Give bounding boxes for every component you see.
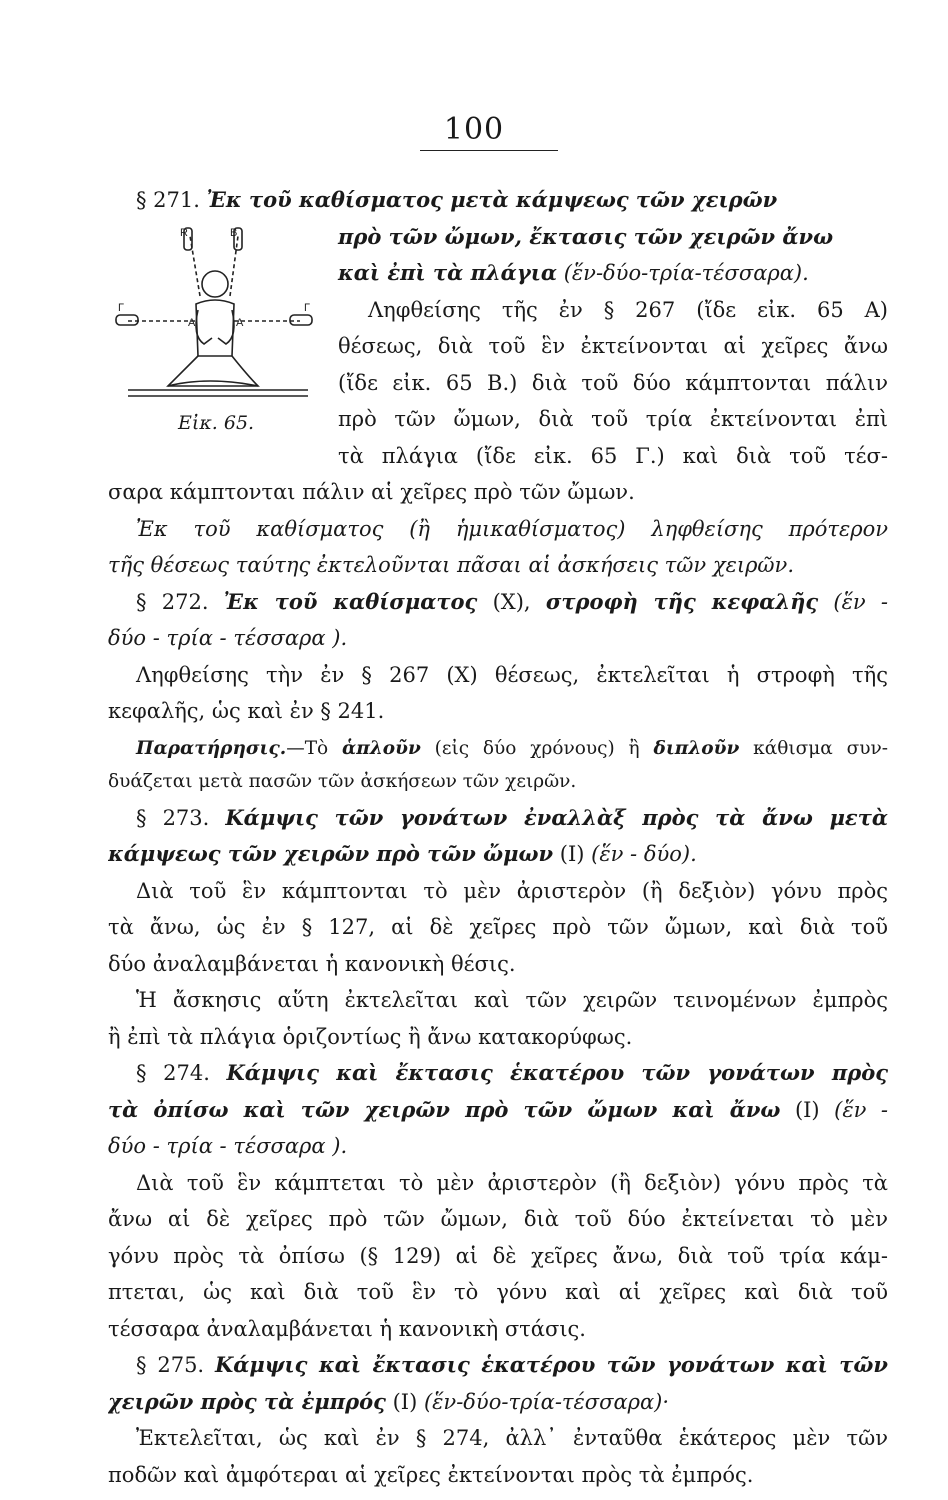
sec274-p3: γόνυ πρὸς τὰ ὀπίσω (§ 129) αἱ δὲ χεῖρες ἄνω, διὰ τοῦ τρία κάμ-	[108, 1243, 888, 1268]
svg-text:B: B	[230, 227, 238, 239]
note-line1	[108, 732, 888, 765]
sec275-roman: (Ι)	[392, 1389, 418, 1414]
figure-caption: Εἰκ. 65.	[178, 412, 255, 434]
note-text1b: (εἰς δύο χρόνους) ἢ	[434, 737, 640, 759]
sec275-title1: Κάμψις καὶ ἔκτασις ἑκατέρου τῶν γονάτων καὶ τῶν	[214, 1352, 888, 1377]
sec272-number: § 272.	[136, 589, 209, 614]
sec274-title-line2	[108, 1092, 888, 1129]
svg-text:Γ: Γ	[118, 302, 125, 314]
sec275-title-line1	[108, 1347, 888, 1384]
sec272-title-a: Ἐκ τοῦ καθίσματος	[223, 588, 478, 614]
page-body	[108, 182, 888, 1493]
sec271-title-line2	[108, 219, 888, 256]
sec275-p1: Ἐκτελεῖται, ὡς καὶ ἐν § 274, ἀλλ᾽ ἐνταῦθα ἑκάτερος μὲν τῶν	[136, 1426, 888, 1450]
sec271-p3: (ἴδε εἰκ. 65 Β.) διὰ τοῦ δύο κάμπτονται πάλιν	[338, 370, 888, 395]
sec271-title3: καὶ ἐπὶ τὰ πλάγια	[338, 260, 558, 285]
sec274-p4: πτεται, ὡς καὶ διὰ τοῦ ἓν τὸ γόνυ καὶ αἱ χεῖρες καὶ διὰ τοῦ	[108, 1280, 888, 1304]
sec274-count1: (ἕν -	[834, 1097, 888, 1122]
header-rule	[420, 150, 558, 151]
note-word-double: διπλοῦν	[653, 737, 740, 759]
sec273-p2: τὰ ἄνω, ὡς ἐν § 127, αἱ δὲ χεῖρες πρὸ τῶν ὤμων, καὶ διὰ τοῦ	[108, 915, 888, 939]
sec275-number: § 275.	[136, 1353, 205, 1377]
sec273-p1: Διὰ τοῦ ἓν κάμπτονται τὸ μὲν ἀριστερὸν (ἢ δεξιὸν) γόνυ πρὸς	[136, 878, 888, 903]
sec272-p2: κεφαλῆς, ὡς καὶ ἐν § 241.	[108, 699, 385, 723]
sec273-number: § 273.	[136, 805, 210, 830]
sec271-title-line1	[108, 182, 888, 219]
svg-text:Γ: Γ	[304, 302, 311, 314]
sec273-roman: (Ι)	[559, 842, 585, 866]
sec271-p6: σαρα κάμπτονται πάλιν αἱ χεῖρες πρὸ τῶν ὤμων.	[108, 480, 635, 504]
sec273-title1: Κάμψις τῶν γονάτων ἐναλλὰξ πρὸς τὰ ἄνω μετὰ	[225, 804, 888, 830]
svg-text:R: R	[180, 227, 188, 239]
note-word-simple: ἁπλοῦν	[342, 737, 421, 759]
sec271-p8: τῆς θέσεως ταύτης ἐκτελοῦνται πᾶσαι αἱ ἀσκήσεις τῶν χειρῶν.	[108, 553, 794, 577]
sec274-p5: τέσσαρα ἀναλαμβάνεται ἡ κανονικὴ στάσις.	[108, 1316, 586, 1341]
sec273-p3: δύο ἀναλαμβάνεται ἡ κανονικὴ θέσις.	[108, 951, 516, 976]
sec275-count: (ἕν-δύο-τρία-τέσσαρα)·	[423, 1389, 670, 1414]
sec274-number: § 274.	[136, 1061, 210, 1085]
sec271-p7: Ἐκ τοῦ καθίσματος (ἢ ἡμικαθίσματος) ληφθείσης πρότερον	[136, 516, 888, 541]
sec272-title-line1	[108, 584, 888, 621]
svg-text:A: A	[236, 317, 244, 329]
note-text1a: —Τὸ	[286, 737, 329, 759]
sec273-count: (ἕν - δύο).	[591, 842, 697, 866]
sec274-title1: Κάμψις καὶ ἔκτασις ἑκατέρου τῶν γονάτων πρὸς	[226, 1060, 888, 1085]
sec273-p4: Ἡ ἄσκησις αὕτη ἐκτελεῖται καὶ τῶν χειρῶν τεινομένων ἐμπρὸς	[136, 988, 888, 1012]
sec274-count2: δύο - τρία - τέσσαρα ).	[108, 1134, 348, 1158]
note-label: Παρατήρησις.	[136, 737, 287, 759]
sec274-title2: τὰ ὀπίσω καὶ τῶν χειρῶν πρὸ τῶν ὤμων καὶ ἄνω	[108, 1096, 781, 1122]
sec272-title-b: στροφὴ τῆς κεφαλῆς	[545, 588, 819, 614]
sec273-title-line2	[108, 836, 888, 873]
note-text1c: κάθισμα συν-	[753, 737, 888, 759]
page-number: 100	[443, 112, 505, 147]
sec271-title-line3	[108, 255, 888, 292]
sec273-title2: κάμψεως τῶν χειρῶν πρὸ τῶν ὤμων	[108, 841, 554, 866]
sec271-count: (ἕν-δύο-τρία-τέσσαρα).	[563, 261, 809, 285]
sec273-title-line1	[108, 800, 888, 837]
sec272-title-x: (Χ),	[492, 589, 531, 614]
sec272-count1: (ἕν -	[833, 589, 888, 614]
sec272-p1: Ληφθείσης τὴν ἐν § 267 (Χ) θέσεως, ἐκτελεῖται ἡ στροφὴ τῆς	[136, 662, 888, 687]
sec274-roman: (Ι)	[794, 1097, 820, 1122]
sec271-title2: πρὸ τῶν ὤμων, ἔκτασις τῶν χειρῶν ἄνω	[338, 223, 834, 249]
sec275-title2: χειρῶν πρὸς τὰ ἐμπρός	[108, 1388, 386, 1414]
sec274-title-line1	[108, 1055, 888, 1092]
sec271-p5: τὰ πλάγια (ἴδε εἰκ. 65 Γ.) καὶ διὰ τοῦ τέσ-	[338, 443, 888, 468]
sec275-title-line2	[108, 1384, 888, 1421]
sec274-p1: Διὰ τοῦ ἓν κάμπτεται τὸ μὲν ἀριστερὸν (ἢ δεξιὸν) γόνυ πρὸς τὰ	[136, 1170, 888, 1195]
note-line2: δυάζεται μετὰ πασῶν τῶν ἀσκήσεων τῶν χειρῶν.	[108, 770, 577, 792]
sec273-p5: ἢ ἐπὶ τὰ πλάγια ὁριζοντίως ἢ ἄνω κατακορύφως.	[108, 1024, 633, 1049]
svg-text:A: A	[188, 317, 196, 329]
sec271-number: § 271.	[136, 188, 200, 212]
sec275-p2: ποδῶν καὶ ἀμφότεραι αἱ χεῖρες ἐκτείνονται πρὸς τὰ ἐμπρός.	[108, 1462, 754, 1487]
sec274-p2: ἄνω αἱ δὲ χεῖρες πρὸ τῶν ὤμων, διὰ τοῦ δύο ἐκτείνεται τὸ μὲν	[108, 1207, 888, 1231]
sec271-title1: Ἐκ τοῦ καθίσματος μετὰ κάμψεως τῶν χειρῶν	[206, 187, 778, 212]
sec271-p1: Ληφθείσης τῆς ἐν § 267 (ἴδε εἰκ. 65 Α)	[368, 297, 888, 322]
sec271-p2: θέσεως, διὰ τοῦ ἓν ἐκτείνονται αἱ χεῖρες ἄνω	[338, 334, 888, 358]
sec271-p4: πρὸ τῶν ὤμων, διὰ τοῦ τρία ἐκτείνονται ἐπὶ	[338, 407, 888, 431]
sec272-count2: δύο - τρία - τέσσαρα ).	[108, 626, 348, 650]
